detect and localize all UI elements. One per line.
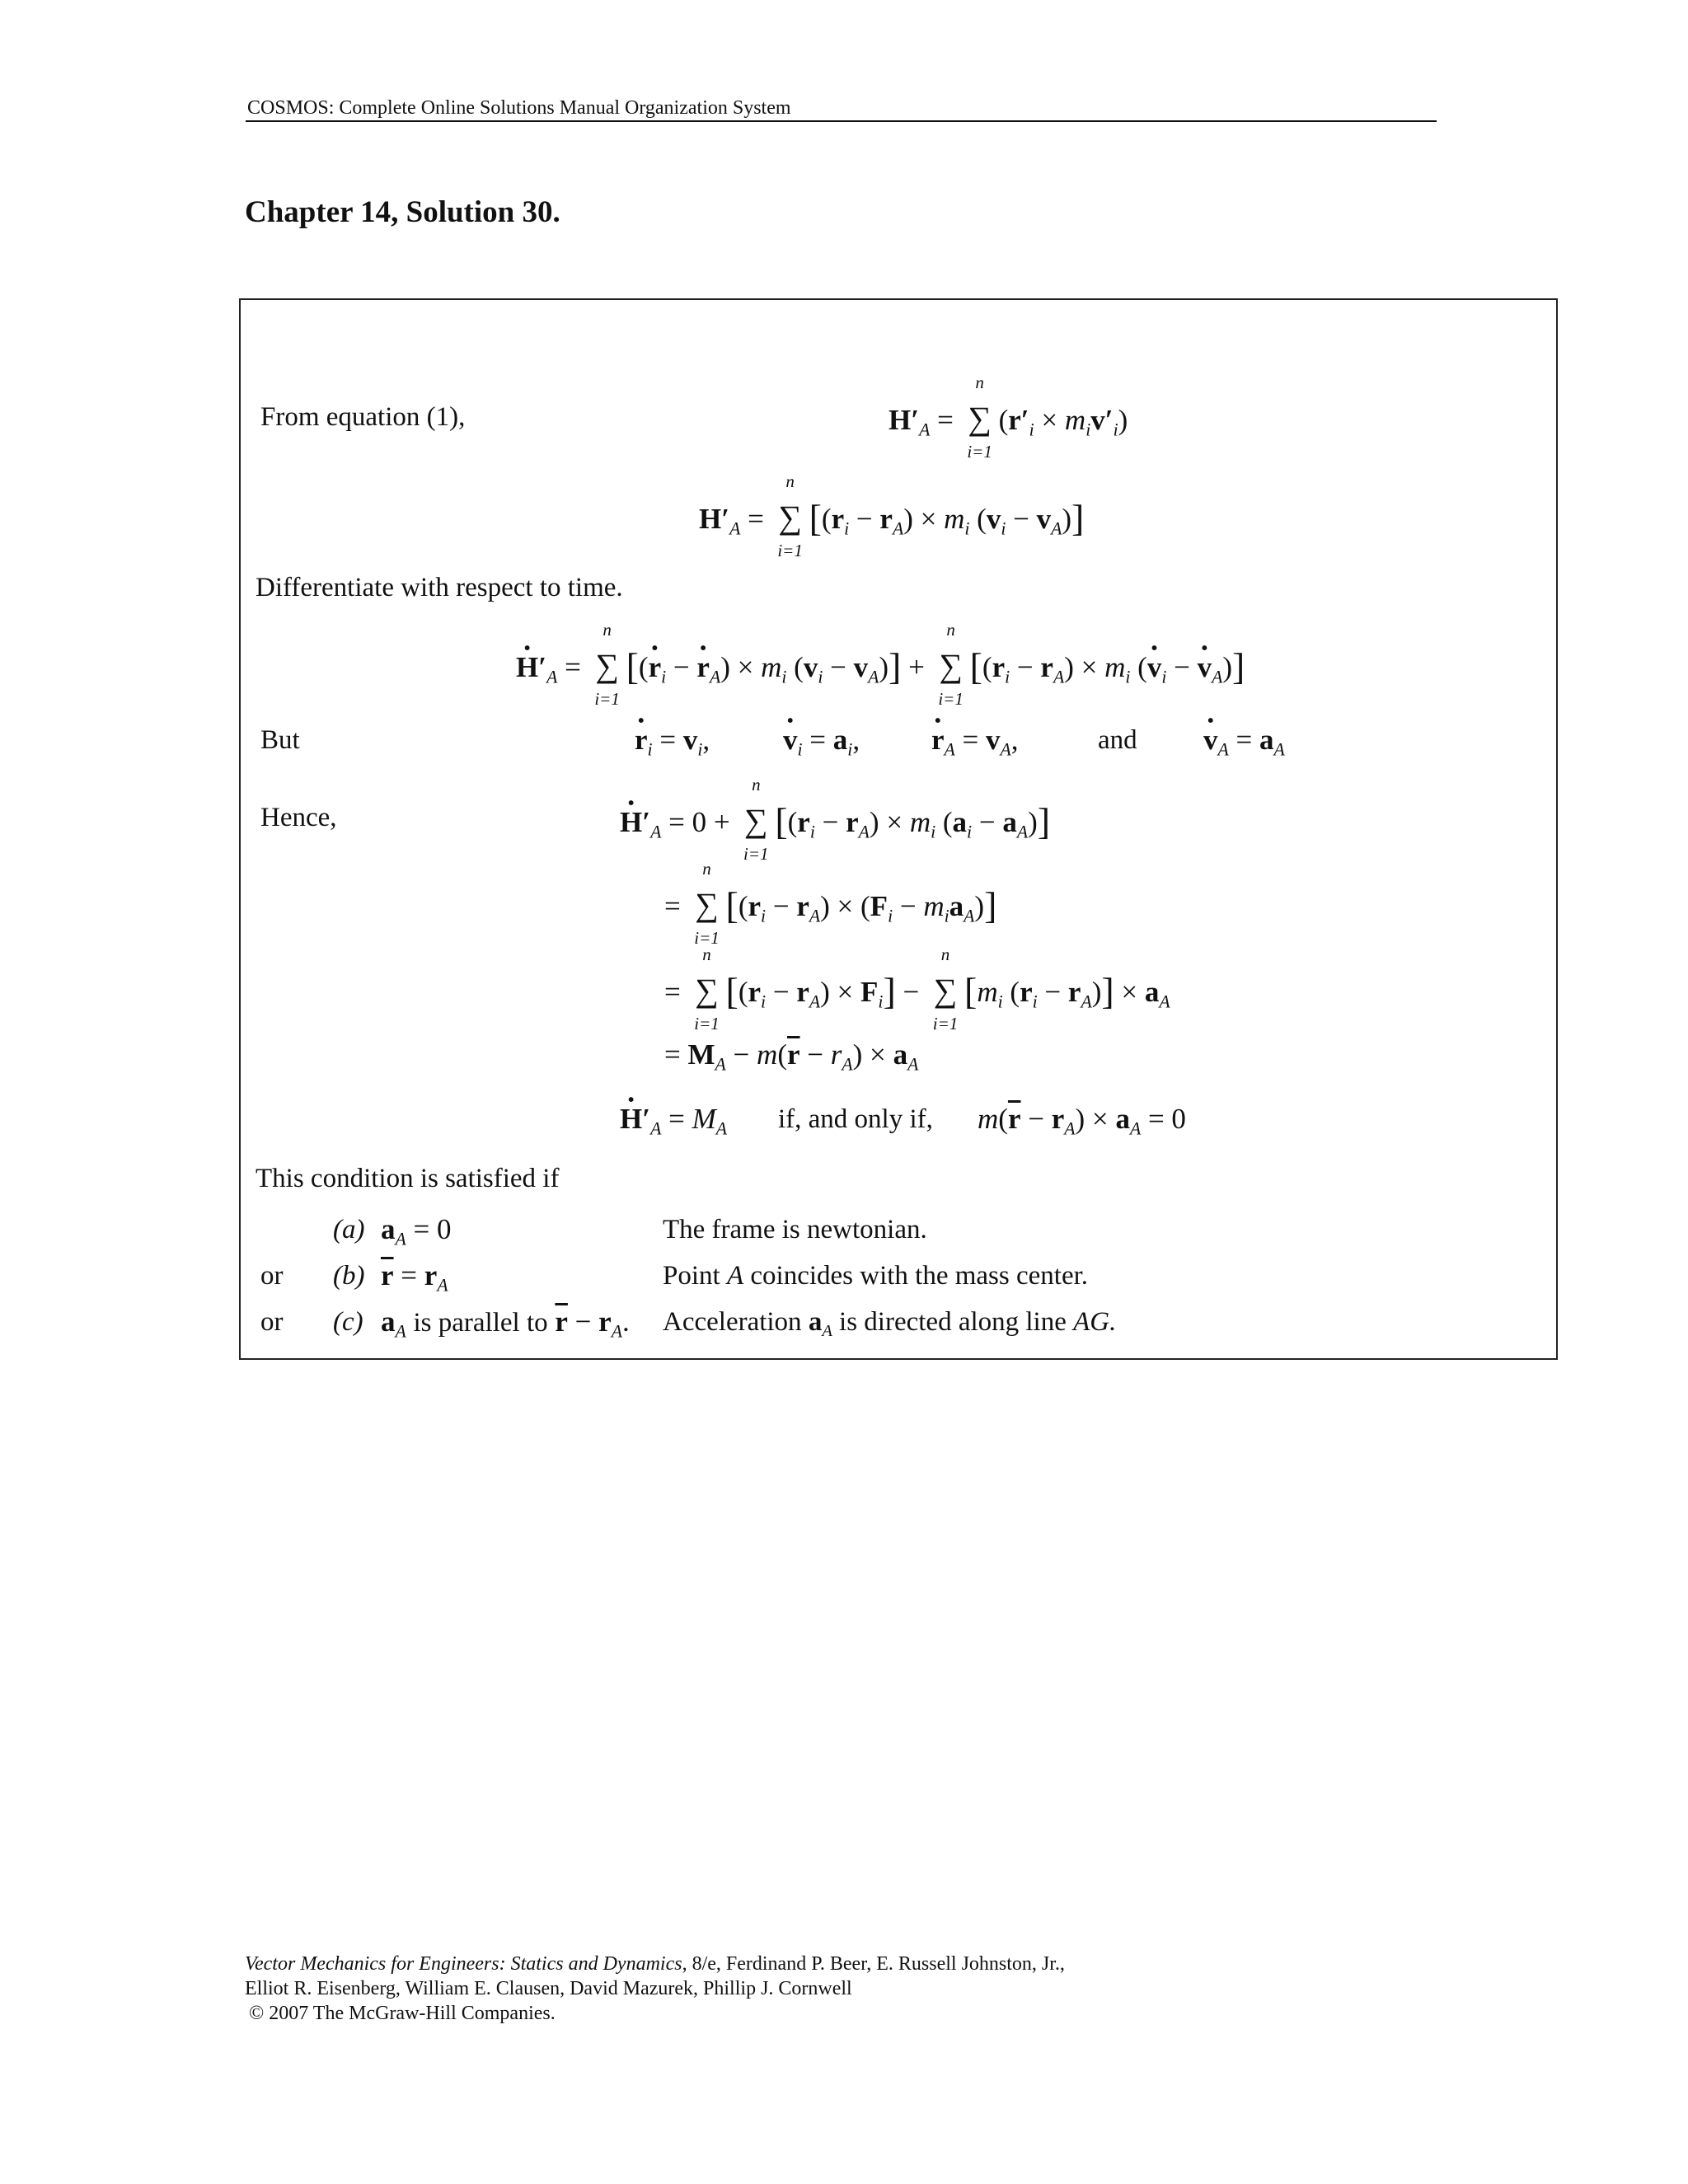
equation-hence-1: · $H'_A = 0$ + n ∑ i=1 [$(r_i - r_A) \times m_i$ $(a_i - a_A)$] [620,799,1050,843]
condition-text: This condition is satisfied if [256,1164,560,1193]
but-text: But [260,725,300,755]
differentiate-text: Differentiate with respect to time. [256,573,623,602]
equation-hence-3: = n ∑ i=1 $[(r_i - r_A) \times F_i]$ − n ∑ i=1 [$m_i$ $(r_i - r_A)] \times a_A$ [664,944,1170,1033]
equation-1: $H'_A$ = n ∑ i=1 $(r'_i \times m_iv'_i)$ [889,373,1128,462]
case-c-label: (c) [333,1307,363,1337]
footer-copyright: © 2007 The McGraw-Hill Companies. [249,2003,556,2024]
footer-authors: Elliot R. Eisenberg, William E. Clausen, David Mazurek, Phillip J. Cornwell [245,1978,852,1999]
and-text: and [1098,725,1137,755]
case-b-label: (b) [333,1261,365,1291]
chapter-title: Chapter 14, Solution 30. [245,195,560,229]
equation-hence-2: = n ∑ i=1 $[(r_i - r_A) \times (F_i - m_ia_A)]$ [664,859,997,948]
running-header: COSMOS: Complete Online Solutions Manual Organization System [247,97,791,119]
equation-but-1: · $r_i = v_i$, [635,724,710,757]
case-a-label: (a) [333,1215,365,1244]
case-a-equation: $a_A = 0$ [381,1213,452,1249]
case-c-equation: $a_A$ is parallel to $\overline{r} - r_A$. [381,1305,630,1342]
header-rule [246,120,1437,122]
or-text-1: or [260,1261,284,1291]
from-equation-text: From equation (1), [260,402,466,432]
equation-but-3: · $r_A = v_A$, [931,724,1019,757]
equation-3: · $H'_A$ = n ∑ i=1 [(· $r_i$ − · $r_A) \times m_i$ $(v_i - v_A)$] + n ∑ i=1 [$(r_i - r_A) \times m_i$ (· $v_i$ − · $v_A$)] [516,644,1245,688]
equation-iff-left: · $H'_A = M_A$ [620,1103,727,1136]
or-text-2: or [260,1307,284,1337]
hence-text: Hence, [260,803,337,832]
equation-iff-right: $m(\overline{r} - r_A) \times a_A = 0$ [978,1103,1186,1139]
footer-citation: Vector Mechanics for Engineers: Statics and Dynamics, 8/e, Ferdinand P. Beer, E. Russell Johnston, Jr., [245,1953,1065,1975]
equation-2: $H'_A$ = n ∑ i=1 [$(r_i - r_A) \times m_i$ $(v_i - v_A)$] [699,471,1085,560]
equation-but-2: · $v_i = a_i$, [783,724,860,757]
case-a-description: The frame is newtonian. [663,1215,927,1244]
iff-text: if, and only if, [778,1104,933,1134]
case-b-equation: $\overline{r} = r_A$ [381,1259,448,1296]
case-c-description: Acceleration $a_A$ is directed along line AG. [663,1307,1117,1341]
case-b-description: Point A coincides with the mass center. [663,1261,1089,1291]
equation-hence-4: = $M_A - m(\overline{r} - r_A) \times a_A$ [664,1038,919,1075]
equation-but-4: · $v_A = a_A$ [1203,724,1285,757]
